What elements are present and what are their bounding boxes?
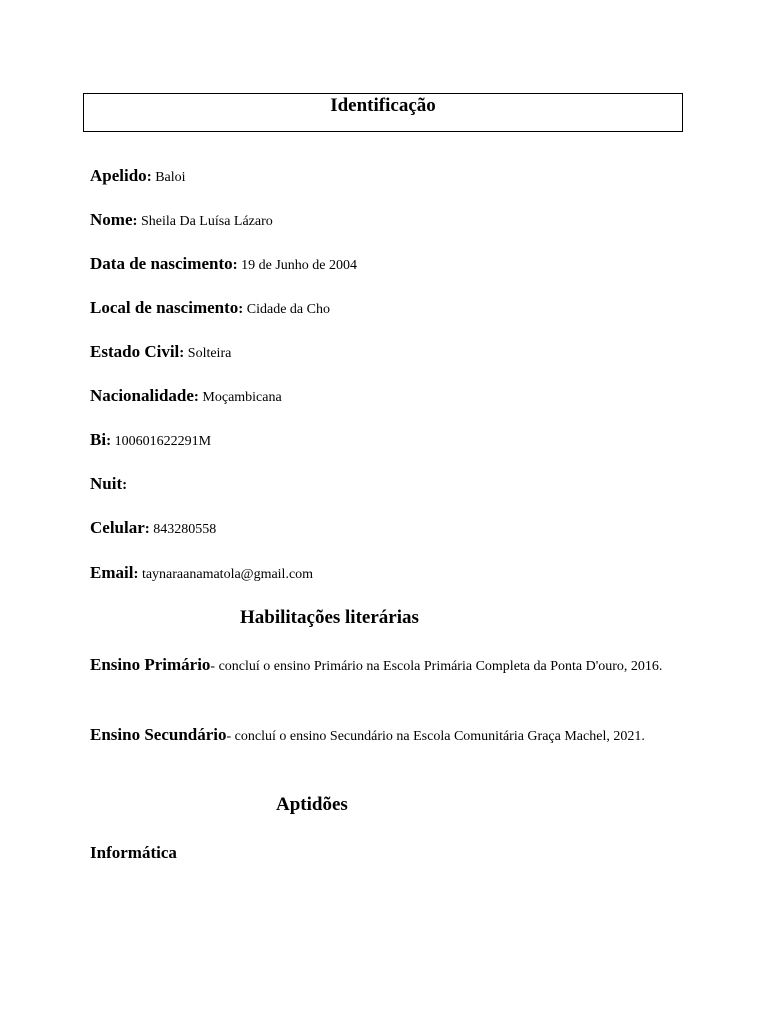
field-celular xyxy=(90,518,216,538)
field-nuit xyxy=(90,474,127,494)
field-label: Nome xyxy=(90,210,133,229)
field-label: Data de nascimento xyxy=(90,254,233,273)
identification-header-box xyxy=(83,93,683,132)
field-estado-civil xyxy=(90,342,231,362)
field-local-nascimento xyxy=(90,298,330,318)
field-value: Moçambicana xyxy=(198,390,282,405)
field-value: 100601622291M xyxy=(111,434,212,449)
field-separator: : xyxy=(179,345,185,361)
field-separator: : xyxy=(238,301,244,317)
field-value: taynaraanamatola@gmail.com xyxy=(138,567,314,582)
education-label: Ensino Secundário xyxy=(90,725,227,744)
education-text: - concluí o ensino Secundário na Escola Comunitária Graça Machel, 2021. xyxy=(226,729,645,744)
field-label: Bi xyxy=(90,430,107,449)
field-value: Baloi xyxy=(151,170,186,185)
field-separator: : xyxy=(146,169,152,185)
field-separator: : xyxy=(122,477,128,493)
field-label: Celular xyxy=(90,518,145,537)
field-value: 843280558 xyxy=(149,522,217,537)
field-data-nascimento xyxy=(90,254,357,274)
education-item-secondary xyxy=(90,721,680,751)
education-item-primary xyxy=(90,651,680,681)
education-label: Ensino Primário xyxy=(90,655,211,674)
identification-title: Identificação xyxy=(330,95,436,116)
field-bi xyxy=(90,430,211,450)
field-value: Sheila Da Luísa Lázaro xyxy=(137,214,273,229)
field-label: Nuit xyxy=(90,474,123,493)
field-separator: : xyxy=(132,213,138,229)
field-label: Email xyxy=(90,563,134,582)
field-nome xyxy=(90,210,273,230)
skill-item-informatica: Informática xyxy=(90,843,177,862)
field-value: Solteira xyxy=(184,346,232,361)
field-separator: : xyxy=(144,521,150,537)
field-label: Estado Civil xyxy=(90,342,180,361)
field-apelido xyxy=(90,166,186,186)
field-separator: : xyxy=(232,257,238,273)
field-value: 19 de Junho de 2004 xyxy=(237,258,357,273)
skills-title: Aptidões xyxy=(276,794,348,815)
field-label: Apelido xyxy=(90,166,147,185)
field-value: Cidade da Cho xyxy=(243,302,330,317)
field-email xyxy=(90,563,313,583)
field-label: Local de nascimento xyxy=(90,298,239,317)
education-title: Habilitações literárias xyxy=(240,607,419,628)
field-separator: : xyxy=(193,389,199,405)
field-separator: : xyxy=(133,566,139,582)
education-text: - concluí o ensino Primário na Escola Primária Completa da Ponta D'ouro, 2016. xyxy=(210,659,663,674)
field-label: Nacionalidade xyxy=(90,386,194,405)
field-separator: : xyxy=(106,433,112,449)
field-nacionalidade xyxy=(90,386,282,406)
